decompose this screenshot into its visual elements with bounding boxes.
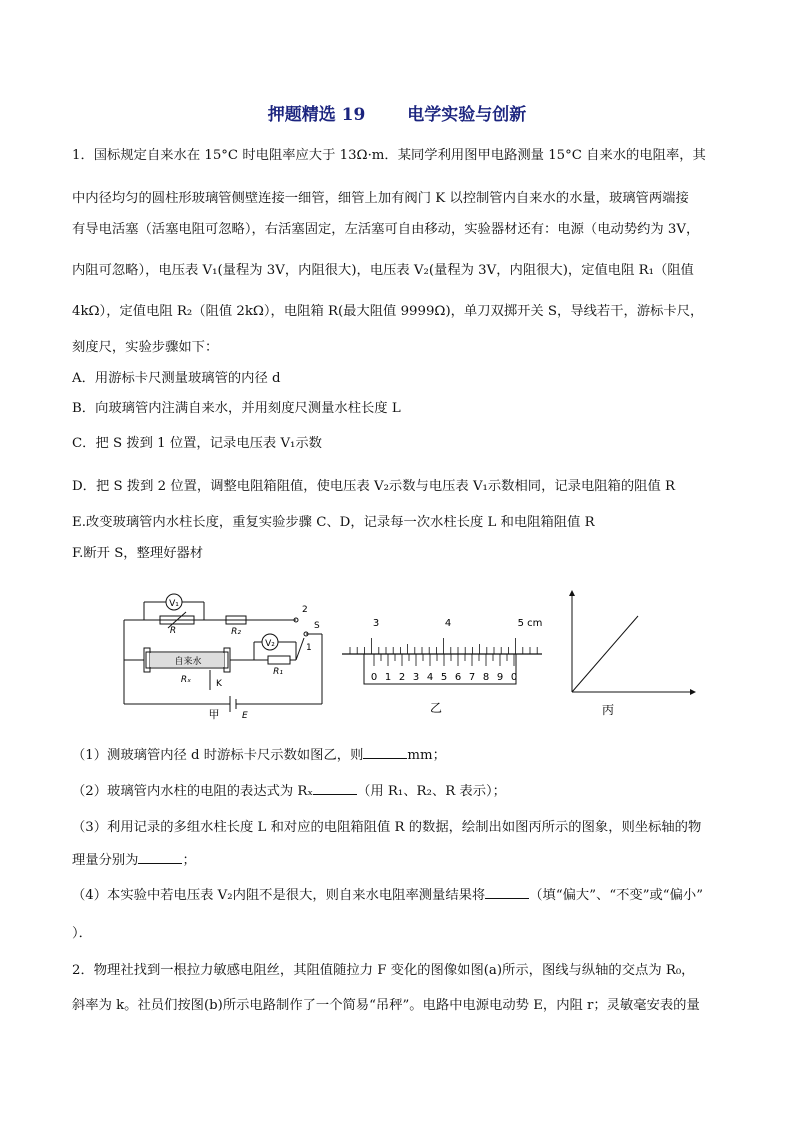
e-label: E	[242, 711, 248, 721]
q1-line-2: 中内径均匀的圆柱形玻璃管侧壁连接一细管，细管上加有阀门 K 以控制管内自来水的水量，玻璃管两端接	[72, 191, 689, 206]
step-f: F.断开 S，整理好器材	[72, 546, 204, 561]
pos1-label: 1	[306, 643, 312, 653]
q1-line-3: 有导电活塞（活塞电阻可忽略），右活塞固定，左活塞可自由移动，实验器材还有：电源（电动势约为 3V，	[72, 222, 700, 237]
r-label: R	[169, 626, 177, 636]
q1-line-6: 刻度尺，实验步骤如下：	[72, 340, 219, 355]
vernier-label: 2	[398, 672, 406, 683]
water-label: 自来水	[174, 657, 202, 667]
answer-blank-2[interactable]	[313, 782, 357, 795]
vernier-label: 9	[496, 672, 504, 683]
sub-q3-line-2: 理量分别为 ；	[72, 853, 196, 868]
answer-blank-3[interactable]	[138, 851, 182, 864]
r1-label: R₁	[273, 667, 283, 677]
sub-q3-line-1: （3）利用记录的多组水柱长度 L 和对应的电阻箱阻值 R 的数据，绘制出如图丙所示的图象，则坐标轴的物	[72, 820, 702, 835]
caption-jia: 甲	[208, 708, 220, 721]
q1-line-4: 内阻可忽略），电压表 V₁(量程为 3V，内阻很大)，电压表 V₂(量程为 3V，内阻很大)，定值电阻 R₁（阻值	[72, 263, 694, 278]
main-label-3: 3	[372, 618, 380, 629]
sub-q2: （2）玻璃管内水柱的电阻的表达式为 Rₓ （用 R₁、R₂、R 表示）；	[72, 784, 506, 799]
caption-yi: 乙	[429, 701, 443, 715]
vernier-labels	[371, 672, 517, 683]
vernier-label: 5	[440, 672, 448, 683]
rx-label: Rₓ	[180, 675, 192, 685]
figure-row	[110, 586, 700, 726]
main-label-4: 4	[444, 618, 452, 629]
vernier-label: 0	[510, 672, 518, 683]
vernier-label: 0	[370, 672, 378, 683]
step-d: D．把 S 拨到 2 位置，调整电阻箱阻值，使电压表 V₂示数与电压表 V₁示数相同，记录电阻箱的阻值 R	[72, 479, 675, 494]
answer-blank-1[interactable]	[363, 746, 407, 759]
sub-q4: （4）本实验中若电压表 V₂内阻不是很大，则自来水电阻率测量结果将 （填“偏大”、“不变”或“偏小”	[72, 888, 703, 903]
k-label: K	[216, 679, 222, 689]
step-a: A．用游标卡尺测量玻璃管的内径 d	[72, 371, 281, 386]
title-part1: 押题精选 19	[267, 105, 366, 125]
vernier-label: 1	[384, 672, 392, 683]
vernier-label: 8	[482, 672, 490, 683]
q1-line-1: 1．国标规定自来水在 15°C 时电阻率应大于 13Ω·m．某同学利用图甲电路测量 15°C 自来水的电阻率，其	[72, 148, 706, 163]
step-e: E.改变玻璃管内水柱长度，重复实验步骤 C、D，记录每一次水柱长度 L 和电阻箱阻值 R	[72, 515, 595, 530]
q1-line-5: 4kΩ），定值电阻 R₂（阻值 2kΩ），电阻箱 R(最大阻值 9999Ω)，单刀双掷开关 S，导线若干，游标卡尺，	[72, 304, 704, 319]
q2-line-2: 斜率为 k。社员们按图(b)所示电路制作了一个简易“吊秤”。电路中电源电动势 E，内阻 r；灵敏毫安表的量	[72, 998, 700, 1013]
caption-bing: 丙	[601, 703, 615, 717]
vernier-label: 3	[412, 672, 420, 683]
sub-q1: （1）测玻璃管内径 d 时游标卡尺示数如图乙，则 mm；	[72, 748, 446, 763]
q2-line-1: 2．物理社找到一根拉力敏感电阻丝，其阻值随拉力 F 变化的图像如图(a)所示，图线与纵轴的交点为 R₀，	[72, 963, 695, 978]
step-c: C．把 S 拨到 1 位置，记录电压表 V₁示数	[72, 436, 322, 451]
vernier-label: 6	[454, 672, 462, 683]
r2-label: R₂	[231, 627, 241, 637]
figure-svg	[110, 586, 700, 726]
vernier-label: 7	[468, 672, 476, 683]
page-title	[0, 100, 794, 125]
main-label-5cm: 5 cm	[517, 618, 543, 629]
v1-label: V₁	[169, 599, 179, 609]
answer-blank-4[interactable]	[485, 886, 529, 899]
title-part2: 电学实验与创新	[407, 105, 527, 125]
sub-q4-close: ）．	[72, 926, 92, 941]
vernier-label: 4	[426, 672, 434, 683]
s-label: S	[314, 621, 320, 631]
v2-label: V₂	[265, 639, 275, 649]
pos2-label: 2	[302, 605, 308, 615]
step-b: B．向玻璃管内注满自来水，并用刻度尺测量水柱长度 L	[72, 401, 401, 416]
